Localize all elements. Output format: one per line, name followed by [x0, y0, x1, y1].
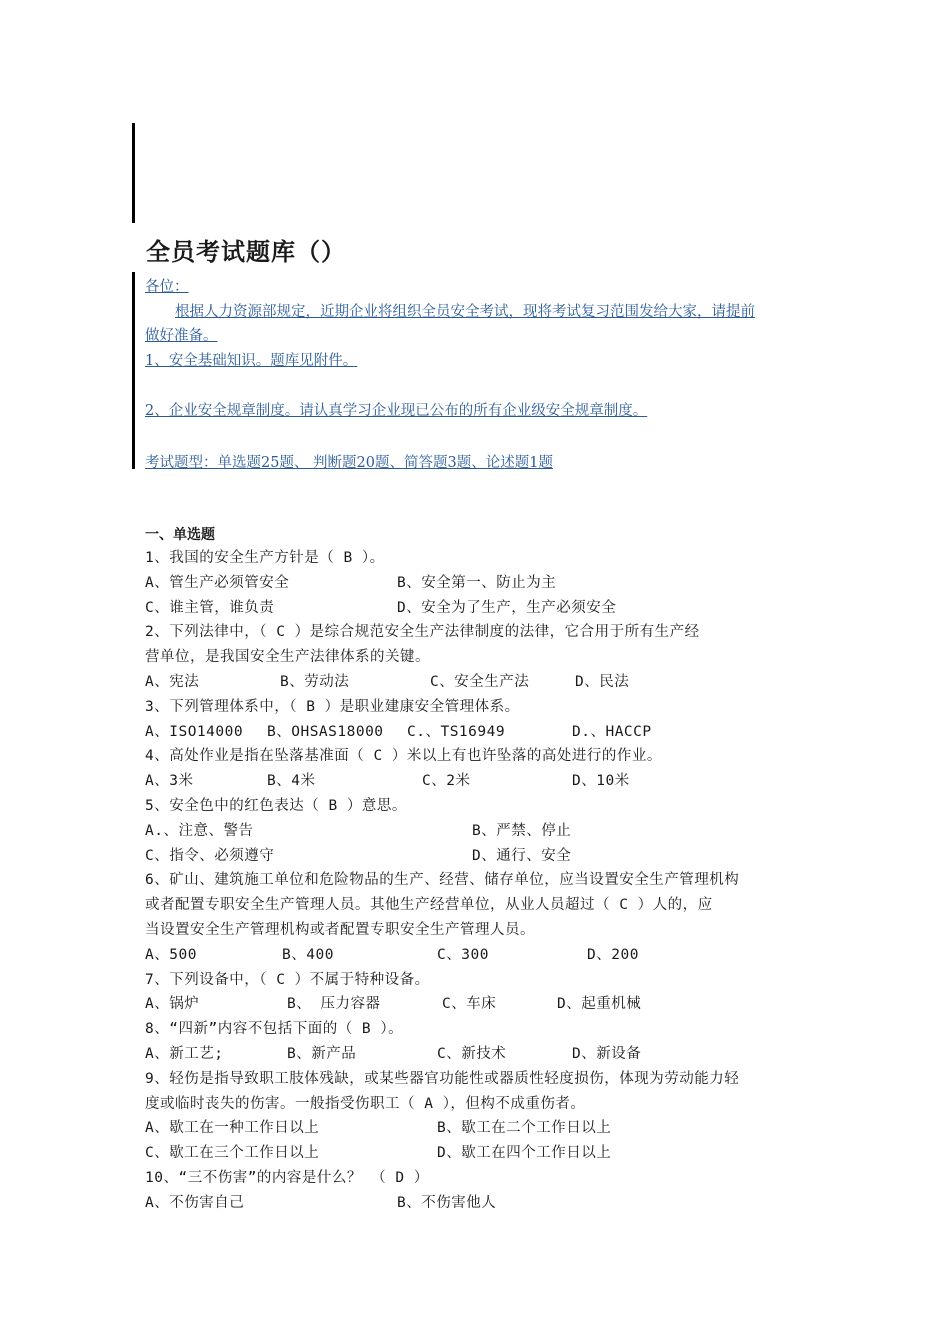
answer-option: B、4米 — [267, 773, 316, 790]
left-margin-bar — [132, 123, 135, 223]
question-stem: 6、矿山、建筑施工单位和危险物品的生产、经营、储存单位，应当设置安全生产管理机构 — [145, 872, 740, 889]
answer-option: A、500 — [145, 946, 197, 963]
answer-option: B、新产品 — [287, 1046, 357, 1062]
answer-option: A、不伤害自己 — [145, 1194, 245, 1211]
answer-option: B、严禁、停止 — [472, 822, 572, 839]
left-margin-bar-notice — [132, 272, 135, 469]
answer-option: C、歇工在三个工作日以上 — [145, 1145, 320, 1162]
answer-option: D、起重机械 — [557, 996, 642, 1013]
question-stem: 1、我国的安全生产方针是（ B ）。 — [145, 550, 385, 566]
notice-greeting[interactable]: 各位： — [145, 279, 189, 295]
answer-option: C、指令、必须遵守 — [145, 847, 275, 864]
answer-option: B、歇工在二个工作日以上 — [437, 1120, 612, 1137]
answer-option: D、200 — [587, 946, 639, 963]
page-title: 全员考试题库（） — [146, 238, 346, 266]
question-stem: 7、下列设备中，（ C ）不属于特种设备。 — [145, 971, 430, 988]
answer-option: C、新技术 — [437, 1046, 507, 1062]
notice-paragraph[interactable]: 根据人力资源部规定，近期企业将组织全员安全考试，现将考试复习范围发给大家，请提前 — [175, 304, 755, 320]
answer-option: D、新设备 — [572, 1046, 642, 1062]
answer-option: A.、注意、警告 — [145, 822, 254, 839]
answer-option: A、歇工在一种工作日以上 — [145, 1120, 320, 1137]
answer-option: C、谁主管，谁负责 — [145, 599, 275, 616]
question-stem: 营单位，是我国安全生产法律体系的关键。 — [145, 649, 430, 666]
answer-option: A、新工艺; — [145, 1046, 224, 1062]
answer-option: B、安全第一、防止为主 — [397, 574, 557, 591]
notice-item-1[interactable]: 1、安全基础知识。题库见附件。 — [145, 353, 358, 369]
answer-option: A、宪法 — [145, 674, 200, 690]
answer-option: C、车床 — [442, 996, 497, 1013]
question-stem: 9、轻伤是指导致职工肢体残缺，或某些器官功能性或器质性轻度损伤，体现为劳动能力轻 — [145, 1070, 740, 1087]
answer-option: C、2米 — [422, 773, 471, 790]
question-stem: 8、“四新”内容不包括下面的（ B ）。 — [145, 1021, 404, 1038]
section-title: 一、单选题 — [145, 527, 215, 543]
answer-option: D、安全为了生产，生产必须安全 — [397, 599, 617, 616]
answer-option: A、3米 — [145, 773, 194, 790]
answer-option: B、 压力容器 — [287, 996, 381, 1013]
question-stem: 5、安全色中的红色表达（ B ）意思。 — [145, 798, 407, 814]
answer-option: B、不伤害他人 — [397, 1194, 497, 1211]
question-stem: 2、下列法律中，（ C ）是综合规范安全生产法律制度的法律，它合用于所有生产经 — [145, 624, 700, 641]
question-stem: 4、高处作业是指在坠落基准面（ C ）米以上有也许坠落的高处进行的作业。 — [145, 748, 662, 765]
answer-option: D、通行、安全 — [472, 847, 572, 864]
answer-option: A、锅炉 — [145, 996, 200, 1013]
answer-option: C.、TS16949 — [407, 723, 506, 740]
answer-option: C、安全生产法 — [430, 674, 530, 690]
answer-option: D、民法 — [575, 674, 630, 690]
answer-option: B、劳动法 — [280, 674, 350, 690]
answer-option: D.、HACCP — [572, 723, 652, 740]
answer-option: A、ISO14000 — [145, 723, 244, 740]
answer-option: D、10米 — [572, 773, 630, 790]
question-stem: 度或临时丧失的伤害。一般指受伤职工（ A ），但构不成重伤者。 — [145, 1095, 586, 1112]
answer-option: B、400 — [282, 946, 334, 963]
notice-paragraph-continued[interactable]: 做好准备。 — [145, 328, 218, 344]
notice-exam-types[interactable]: 考试题型：单选题25题、 判断题20题、简答题3题、论述题1题 — [145, 455, 553, 471]
question-stem: 3、下列管理体系中，（ B ）是职业建康安全管理体系。 — [145, 698, 520, 715]
answer-option: D、歇工在四个工作日以上 — [437, 1145, 612, 1162]
question-stem: 10、“三不伤害”的内容是什么？ （ D ） — [145, 1170, 429, 1186]
answer-option: C、300 — [437, 946, 489, 963]
answer-option: A、管生产必须管安全 — [145, 574, 290, 591]
answer-option: B、OHSAS18000 — [267, 723, 384, 740]
question-stem: 当设置安全生产管理机构或者配置专职安全生产管理人员。 — [145, 922, 535, 938]
notice-item-2[interactable]: 2、企业安全规章制度。请认真学习企业现已公布的所有企业级安全规章制度。 — [145, 403, 648, 419]
question-stem: 或者配置专职安全生产管理人员。其他生产经营单位，从业人员超过（ C ）人的，应 — [145, 897, 713, 914]
